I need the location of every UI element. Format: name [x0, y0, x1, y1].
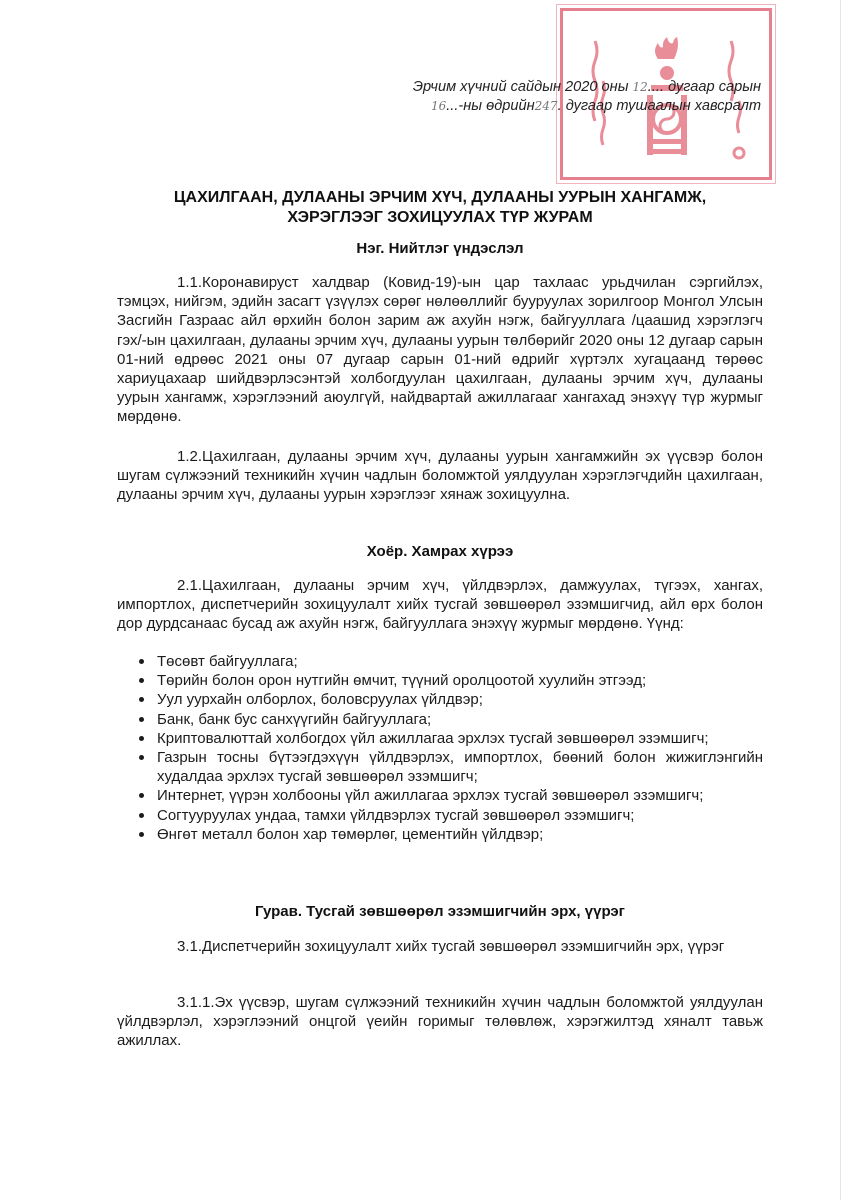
bullet-icon [139, 678, 144, 683]
bullet-icon [139, 832, 144, 837]
list-item: Өнгөт металл болон хар төмөрлөг, цементийн үйлдвэр; [117, 825, 763, 844]
paragraph-3-1-1: 3.1.1.Эх үүсвэр, шугам сүлжээний техникийн хүчин чадлын боломжтой уялдуулан үйлдвэрлэл, хэрэглээний онцгой үеийн горимыг төлөвлөж, хэрэгжилтэд хяналт тавьж ажиллах. [117, 994, 763, 1050]
handwritten-order-number: 247 [534, 99, 558, 113]
bullet-icon [139, 697, 144, 702]
list-item: Төрийн болон орон нутгийн өмчит, түүний оролцоотой хуулийн этгээд; [117, 671, 763, 690]
section-heading-2: Хоёр. Хамрах хүрээ [366, 543, 514, 560]
list-item: Газрын тосны бүтээгдэхүүн үйлдвэрлэх, импортлох, бөөний болон жижиглэнгийн худалдаа эрхлэх тусгай зөвшөөрөл эзэмшигч; [117, 748, 763, 786]
bullet-icon [139, 813, 144, 818]
paragraph-1-1: 1.1.Коронавируст халдвар (Ковид-19)-ын цар тахлаас урьдчилан сэргийлэх, тэмцэх, нийгэм, эдийн засагт үзүүлэх сөрөг нөлөөллийг бууруулах зорилгоор Монгол Улсын Засгийн Газраас айл өрхийн болон зарим аж ахуйн нэгж, байгууллага /цаашид хэрэглэгч гэх/-ын цахилгаан, дулааны эрчим хүч, дулааны уурын төлбөрийг 2020 оны 12 дугаар сарын 01-ний өдрөөс 2021 оны 07 дугаар сарын 01-ний өдрийг хүртэлх хугацаанд төрөөс хариуцахаар шийдвэрлэсэнтэй холбогдуулан цахилгаан, дулааны эрчим хүч, дулааны уурын хангамж, хэрэглээний аюулгүй, найдвартай ажиллагааг хангахад энэхүү түр журмыг мөрдөнө. [117, 274, 763, 426]
list-item: Уул уурхайн олборлох, боловсруулах үйлдвэр; [117, 690, 763, 709]
bullet-icon [139, 736, 144, 741]
paragraph-3-1: 3.1.Диспетчерийн зохицуулалт хийх тусгай зөвшөөрөл эзэмшигчийн эрх, үүрэг [177, 938, 725, 955]
document-title: ЦАХИЛГААН, ДУЛААНЫ ЭРЧИМ ХҮЧ, ДУЛААНЫ УУРЫН ХАНГАМЖ, ХЭРЭГЛЭЭГ ЗОХИЦУУЛАХ ТҮР ЖУРАМ [173, 189, 707, 226]
page-edge [840, 0, 841, 1200]
list-item: Банк, банк бус санхүүгийн байгууллага; [117, 710, 763, 729]
bullet-icon [139, 755, 144, 760]
section-heading-1: Нэг. Нийтлэг үндэслэл [356, 240, 524, 257]
paragraph-1-2: 1.2.Цахилгаан, дулааны эрчим хүч, дулааны уурын хангамжийн эх үүсвэр болон шугам сүлжээний техникийн хүчин чадлын боломжтой уялдуулан хэрэглэгчдийн цахилгаан, дулааны эрчим хүч, дулааны уурын хэрэглээг хянаж зохицуулна. [117, 448, 763, 504]
approval-note [413, 78, 761, 116]
paragraph-2-1: 2.1.Цахилгаан, дулааны эрчим хүч, үйлдвэрлэх, дамжуулах, түгээх, хангах, импортлох, диспетчерийн зохицуулалт хийх тусгай зөвшөөрөл эзэмшигчид, айл өрх болон дор дурдсанаас бусад аж ахуйн нэгж, байгууллага энэхүү журмыг мөрдөнө. Үүнд: [117, 577, 763, 633]
approval-line-2: 16...-ны өдрийн247. дугаар тушаалын хавсралт [430, 98, 761, 114]
handwritten-month: 12 [632, 80, 648, 94]
bullet-icon [139, 659, 144, 664]
list-item: Төсөвт байгууллага; [117, 652, 763, 671]
bullet-icon [139, 717, 144, 722]
list-item: Криптовалюттай холбогдох үйл ажиллагаа эрхлэх тусгай зөвшөөрөл эзэмшигч; [117, 729, 763, 748]
list-item: Интернет, үүрэн холбооны үйл ажиллагаа эрхлэх тусгай зөвшөөрөл эзэмшигч; [117, 786, 763, 805]
bullet-list [117, 652, 763, 844]
approval-line-1: Эрчим хүчний сайдын 2020 оны 12.... дугаар сарын [412, 79, 761, 95]
bullet-icon [139, 793, 144, 798]
section-heading-3: Гурав. Тусгай зөвшөөрөл эзэмшигчийн эрх, үүрэг [255, 903, 625, 920]
handwritten-day: 16 [430, 99, 447, 113]
list-item: Согтууруулах ундаа, тамхи үйлдвэрлэх тусгай зөвшөөрөл эзэмшигч; [117, 806, 763, 825]
